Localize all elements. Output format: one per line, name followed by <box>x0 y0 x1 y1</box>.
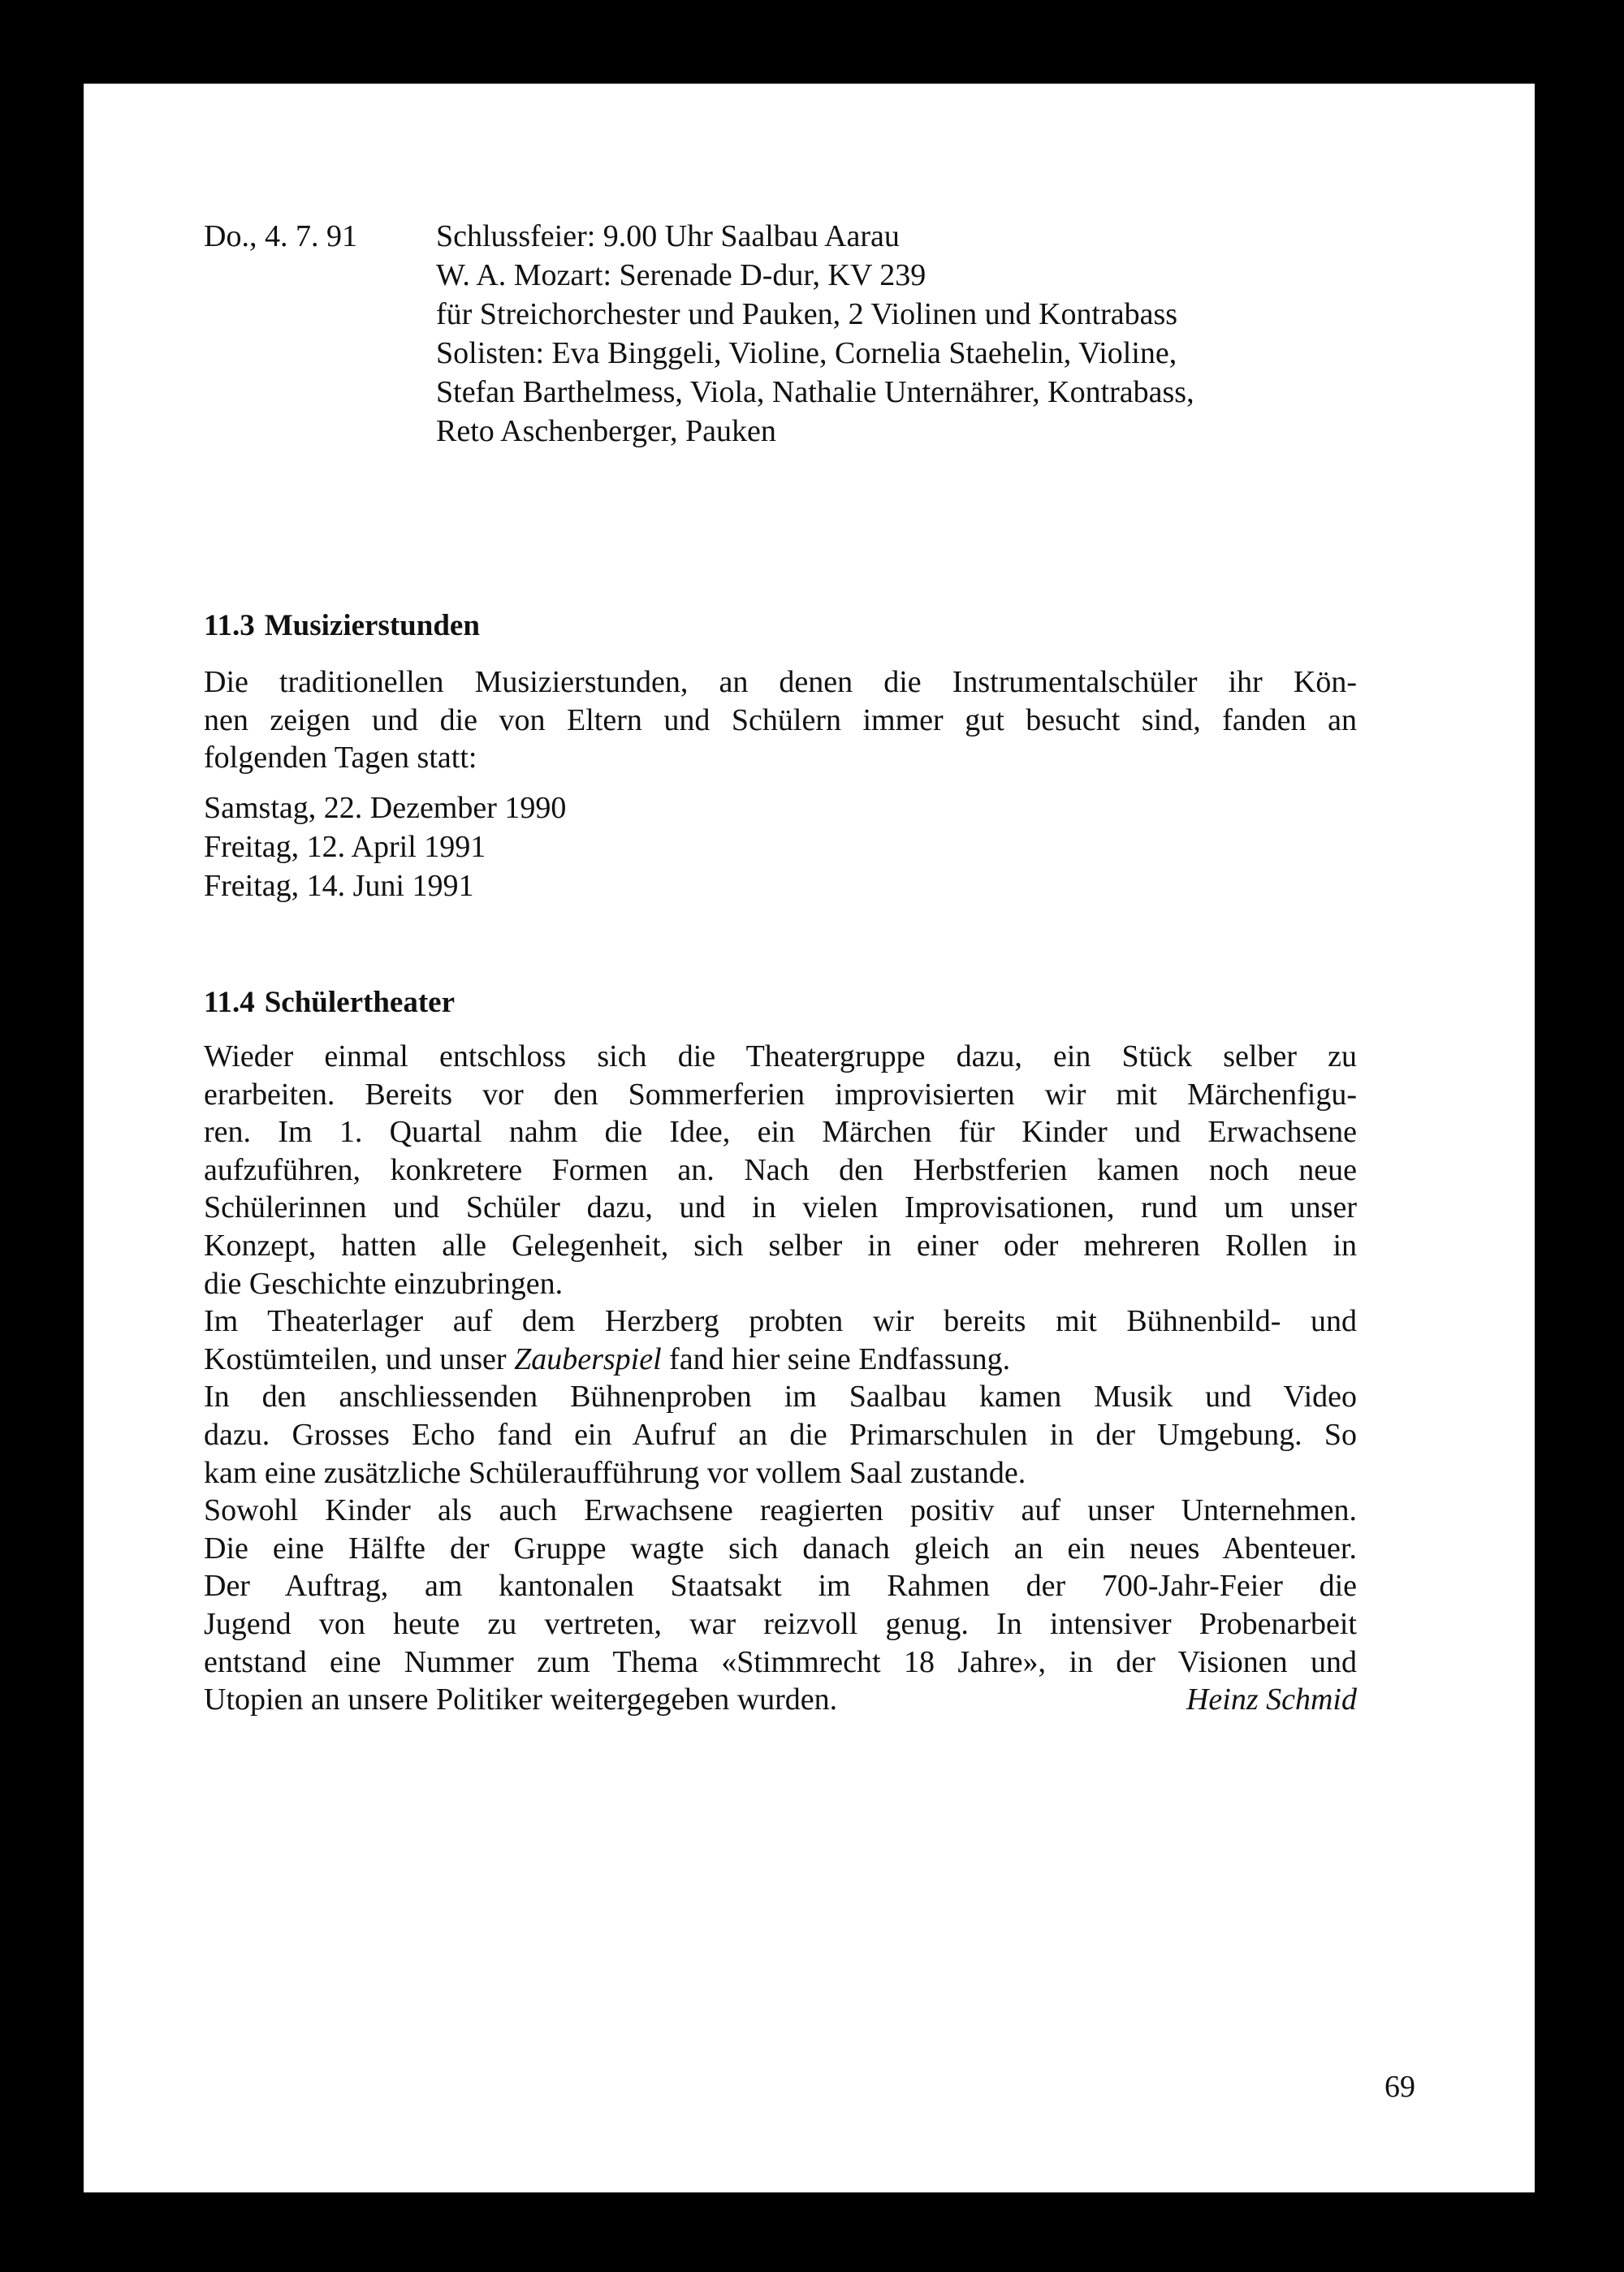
event-line: Solisten: Eva Binggeli, Violine, Cornelia Staehelin, Violine, <box>436 336 1177 370</box>
musizierstunden-paragraph <box>204 663 1357 777</box>
paragraph-line: Die traditionellen Musizierstunden, an denen die Instrumentalschüler ihr Kön- <box>204 665 1357 699</box>
section-number: 11.4 <box>204 986 255 1019</box>
event-line: Schlussfeier: 9.00 Uhr Saalbau Aarau <box>436 219 900 253</box>
section-title: Musizierstunden <box>264 609 480 642</box>
paragraph-line: entstand eine Nummer zum Thema «Stimmrecht 18 Jahre», in der Visionen und <box>204 1644 1357 1679</box>
paragraph-line: kam eine zusätzliche Schüleraufführung vor vollem Saal zustande. <box>204 1455 1026 1490</box>
section-heading-11-3 <box>204 607 480 646</box>
schuelertheater-paragraph <box>204 1038 1357 1719</box>
paragraph-line: In den anschliessenden Bühnenproben im Saalbau kamen Musik und Video <box>204 1380 1357 1415</box>
date-item: Freitag, 12. April 1991 <box>204 830 486 864</box>
paragraph-line: die Geschichte einzubringen. <box>204 1266 564 1301</box>
paragraph-line: Im Theaterlager auf dem Herzberg probten wir bereits mit Bühnenbild- und <box>204 1304 1357 1339</box>
paragraph-line: erarbeiten. Bereits vor den Sommerferien improvisierten wir mit Märchenfigu- <box>204 1077 1357 1112</box>
paragraph-line: Wieder einmal entschloss sich die Theatergruppe dazu, ein Stück selber zu <box>204 1039 1357 1073</box>
paragraph-line: aufzuführen, konkretere Formen an. Nach den Herbstferien kamen noch neue <box>204 1152 1357 1187</box>
date-item: Freitag, 14. Juni 1991 <box>204 869 474 903</box>
paragraph-line: Die eine Hälfte der Gruppe wagte sich danach gleich an ein neues Abenteuer. <box>204 1531 1357 1566</box>
paragraph-line: Utopien an unsere Politiker weitergegeben wurden. <box>204 1682 838 1717</box>
paragraph-final-line <box>204 1681 1357 1719</box>
date-item: Samstag, 22. Dezember 1990 <box>204 791 567 825</box>
section-heading-11-4 <box>204 983 455 1022</box>
document-page <box>84 84 1535 2192</box>
event-details <box>436 217 1194 451</box>
paragraph-line: folgenden Tagen statt: <box>204 741 477 775</box>
event-line: für Streichorchester und Pauken, 2 Violinen und Kontrabass <box>436 297 1178 331</box>
paragraph-line: Jugend von heute zu vertreten, war reizvoll genug. In intensiver Probenarbeit <box>204 1606 1357 1641</box>
paragraph-line: Schülerinnen und Schüler dazu, und in vielen Improvisationen, rund um unser <box>204 1190 1357 1225</box>
paragraph-line: Der Auftrag, am kantonalen Staatsakt im Rahmen der 700-Jahr-Feier die <box>204 1569 1357 1604</box>
page-number: 69 <box>1384 2070 1415 2104</box>
event-line: W. A. Mozart: Serenade D-dur, KV 239 <box>436 258 926 292</box>
paragraph-line: dazu. Grosses Echo fand ein Aufruf an die Primarschulen in der Umgebung. So <box>204 1417 1357 1452</box>
author-signature: Heinz Schmid <box>1186 1682 1357 1717</box>
event-line: Stefan Barthelmess, Viola, Nathalie Unternährer, Kontrabass, <box>436 375 1194 409</box>
musizierstunden-dates <box>204 788 566 905</box>
paragraph-line: Konzept, hatten alle Gelegenheit, sich selber in einer oder mehreren Rollen in <box>204 1228 1357 1263</box>
section-title: Schülertheater <box>264 986 455 1019</box>
paragraph-line-with-title <box>204 1341 1357 1379</box>
section-number: 11.3 <box>204 609 255 642</box>
text-fragment: Kostümteilen, und unser <box>204 1341 515 1376</box>
paragraph-line: Sowohl Kinder als auch Erwachsene reagierten positiv auf unser Unternehmen. <box>204 1493 1357 1528</box>
event-line: Reto Aschenberger, Pauken <box>436 414 776 448</box>
paragraph-line: nen zeigen und die von Eltern und Schülern immer gut besucht sind, fanden an <box>204 702 1357 737</box>
play-title: Zauberspiel <box>514 1341 662 1376</box>
event-date: Do., 4. 7. 91 <box>204 219 357 253</box>
text-fragment: fand hier seine Endfassung. <box>661 1341 1011 1376</box>
paragraph-line: ren. Im 1. Quartal nahm die Idee, ein Märchen für Kinder und Erwachsene <box>204 1115 1357 1150</box>
